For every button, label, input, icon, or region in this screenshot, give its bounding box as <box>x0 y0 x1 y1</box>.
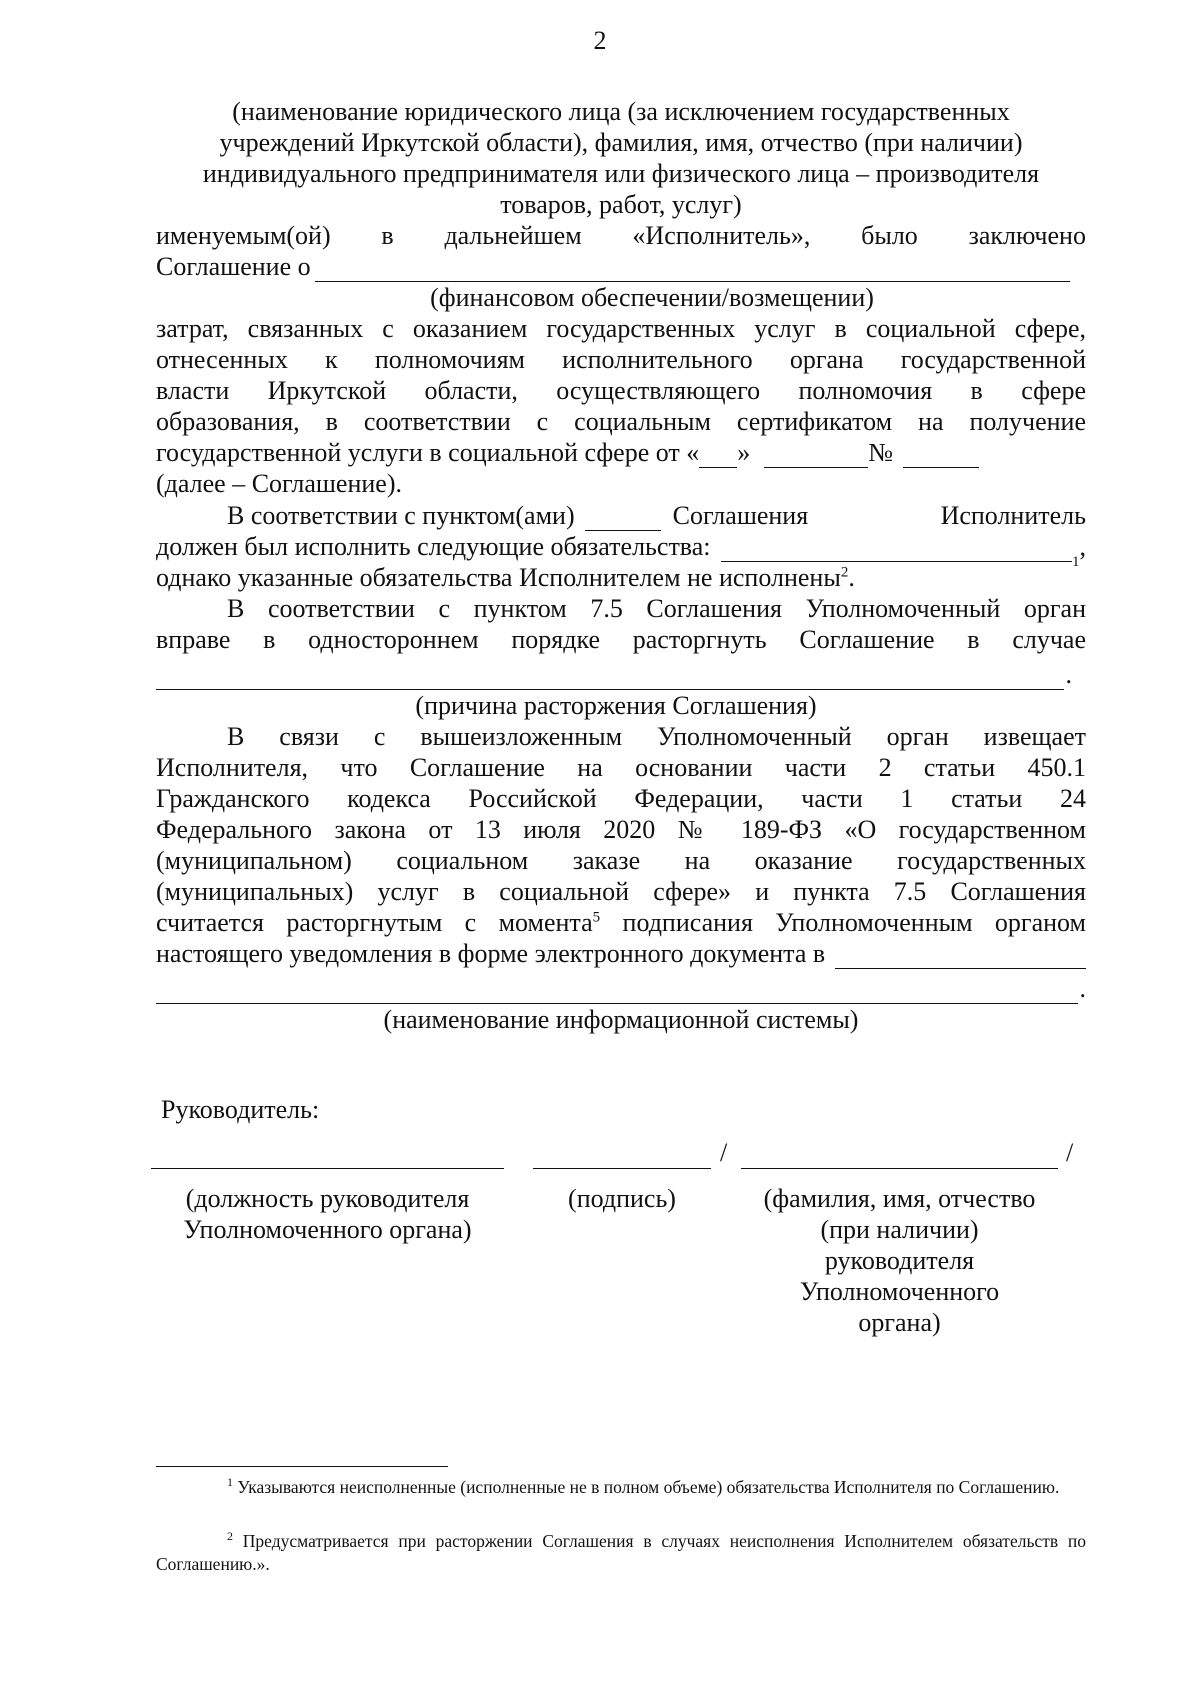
paragraph-1-line-1 <box>156 220 1086 251</box>
full-name-field[interactable] <box>741 1168 1058 1169</box>
certificate-date-prefix: государственной услуги в социальной сфере от « <box>156 438 700 467</box>
paragraph-3-line-3 <box>156 562 1086 593</box>
word: было <box>861 221 918 250</box>
certificate-number-field[interactable] <box>903 447 979 468</box>
paragraph-5-line-6: (муниципальных) услуг в социальной сфере» и пункта 7.5 Соглашения <box>156 877 1086 906</box>
paragraph-5-line-7 <box>156 907 1086 938</box>
caption-reason: (причина расторжения Соглашения) <box>415 691 817 720</box>
agreement-prefix: Соглашение о <box>156 252 311 281</box>
word: в <box>381 221 394 250</box>
caption-financing: (финансовом обеспечении/возмещении) <box>430 283 874 312</box>
period: . <box>848 563 855 592</box>
slash: / <box>1066 1138 1074 1167</box>
footnote-text: Указываются неисполненные (исполненные не в полном объеме) обязательства Исполнителя по Соглашению. <box>233 1477 1060 1497</box>
paragraph-4-line-2: вправе в одностороннем порядке расторгнуть Соглашение в случае <box>156 625 1086 654</box>
footnote-text: Предусматривается при расторжении Соглашения в случаях неисполнения Исполнителем обязательств по Соглашению.». <box>156 1531 1086 1574</box>
word: именуемым(ой) <box>156 221 331 250</box>
information-system-field-part-2[interactable] <box>156 979 1078 1004</box>
paragraph-1-line-2 <box>156 251 1086 282</box>
paragraph-2-line-4: образования, в соответствии с социальным сертификатом на получение <box>156 407 1086 436</box>
caption-position: (должность руководителя Уполномоченного органа) <box>183 1184 472 1244</box>
paragraph-3-line-2: должен был исполнить следующие обязательства: 1 , <box>156 532 1086 570</box>
document-body <box>156 96 1086 1035</box>
obligations-prefix: должен был исполнить следующие обязательства: <box>156 532 711 561</box>
certificate-day-field[interactable] <box>699 447 737 468</box>
header-caption-line-4: товаров, работ, услуг) <box>500 190 742 219</box>
header-caption-line-2: учреждений Иркутской области), фамилия, имя, отчество (при наличии) <box>219 128 1023 157</box>
clauses-number-field[interactable] <box>585 510 661 531</box>
clauses-prefix: В соответствии с пунктом(ами) <box>227 501 575 530</box>
paragraph-5-line-1: В связи с вышеизложенным Уполномоченный орган извещает <box>227 722 1086 751</box>
paragraph-5-line-2: Исполнителя, что Соглашение на основании части 2 статьи 450.1 <box>156 753 1086 782</box>
paragraph-2-line-3: власти Иркутской области, осуществляющего полномочия в сфере <box>156 376 1086 405</box>
caption-full-name: (фамилия, имя, отчество (при наличии) руководителя Уполномоченного органа) <box>763 1184 1036 1337</box>
paragraph-2-line-5 <box>156 437 1086 468</box>
footnote-ref-5[interactable]: 5 <box>592 909 601 926</box>
clauses-suffix: Соглашения Исполнитель <box>672 501 1086 530</box>
paragraph-5-line-4: Федерального закона от 13 июля 2020 № 189-ФЗ «О государственном <box>156 815 1086 844</box>
paragraph-5-line-9 <box>156 969 1086 1004</box>
number-sign: № <box>868 438 894 467</box>
slash: / <box>720 1138 728 1167</box>
paragraph-5-line-5: (муниципальном) социальном заказе на оказание государственных <box>156 846 1086 875</box>
termination-reason-field[interactable] <box>156 665 1064 690</box>
paragraph-2-end: (далее – Соглашение). <box>156 469 402 498</box>
obligations-field[interactable] <box>721 537 1072 562</box>
footnote-ref-2[interactable]: 2 <box>840 564 849 581</box>
paragraph-5-line-8 <box>156 938 1086 969</box>
electronic-document-text: настоящего уведомления в форме электронного документа в <box>156 939 826 968</box>
footnote-1 <box>156 1476 1086 1499</box>
word: «Исполнитель», <box>632 221 811 250</box>
head-label: Руководитель: <box>161 1095 320 1124</box>
footnote-mark: 2 <box>227 1529 233 1544</box>
information-system-field-part-1[interactable] <box>835 944 1086 969</box>
not-fulfilled-text: однако указанные обязательства Исполнителем не исполнены <box>156 563 841 592</box>
paragraph-2-line-1: затрат, связанных с оказанием государственных услуг в социальной сфере, <box>156 314 1086 343</box>
position-field[interactable] <box>151 1168 504 1169</box>
word: заключено <box>968 221 1086 250</box>
paragraph-4-line-1: В соответствии с пунктом 7.5 Соглашения Уполномоченный орган <box>227 594 1086 623</box>
period: . <box>1079 974 1086 1003</box>
footnote-mark: 1 <box>227 1475 233 1490</box>
caption-information-system: (наименование информационной системы) <box>383 1005 859 1034</box>
paragraph-2-line-2: отнесенных к полномочиям исполнительного органа государственной <box>156 345 1086 374</box>
header-caption-line-3: индивидуального предпринимателя или физического лица – производителя <box>202 159 1040 188</box>
comma: , <box>1079 532 1086 561</box>
paragraph-5-line-3: Гражданского кодекса Российской Федерации, части 1 статьи 24 <box>156 784 1086 813</box>
termination-moment-text: считается расторгнутым с момента <box>156 908 593 937</box>
signature-field[interactable] <box>533 1168 711 1169</box>
caption-signature: (подпись) <box>568 1184 676 1213</box>
certificate-month-year-field[interactable] <box>764 447 868 468</box>
page-number: 2 <box>593 26 607 55</box>
period: . <box>1065 660 1072 689</box>
footnote-2 <box>156 1530 1086 1576</box>
quote-close: » <box>737 438 751 467</box>
signing-text: подписания Уполномоченным органом <box>600 908 1086 937</box>
paragraph-4-line-3 <box>156 655 1086 690</box>
header-caption-line-1: (наименование юридического лица (за исключением государственных <box>232 97 1010 126</box>
paragraph-3-line-1 <box>156 500 1086 531</box>
agreement-type-field[interactable] <box>315 257 1070 282</box>
footnote-separator <box>156 1466 448 1467</box>
word: дальнейшем <box>444 221 582 250</box>
